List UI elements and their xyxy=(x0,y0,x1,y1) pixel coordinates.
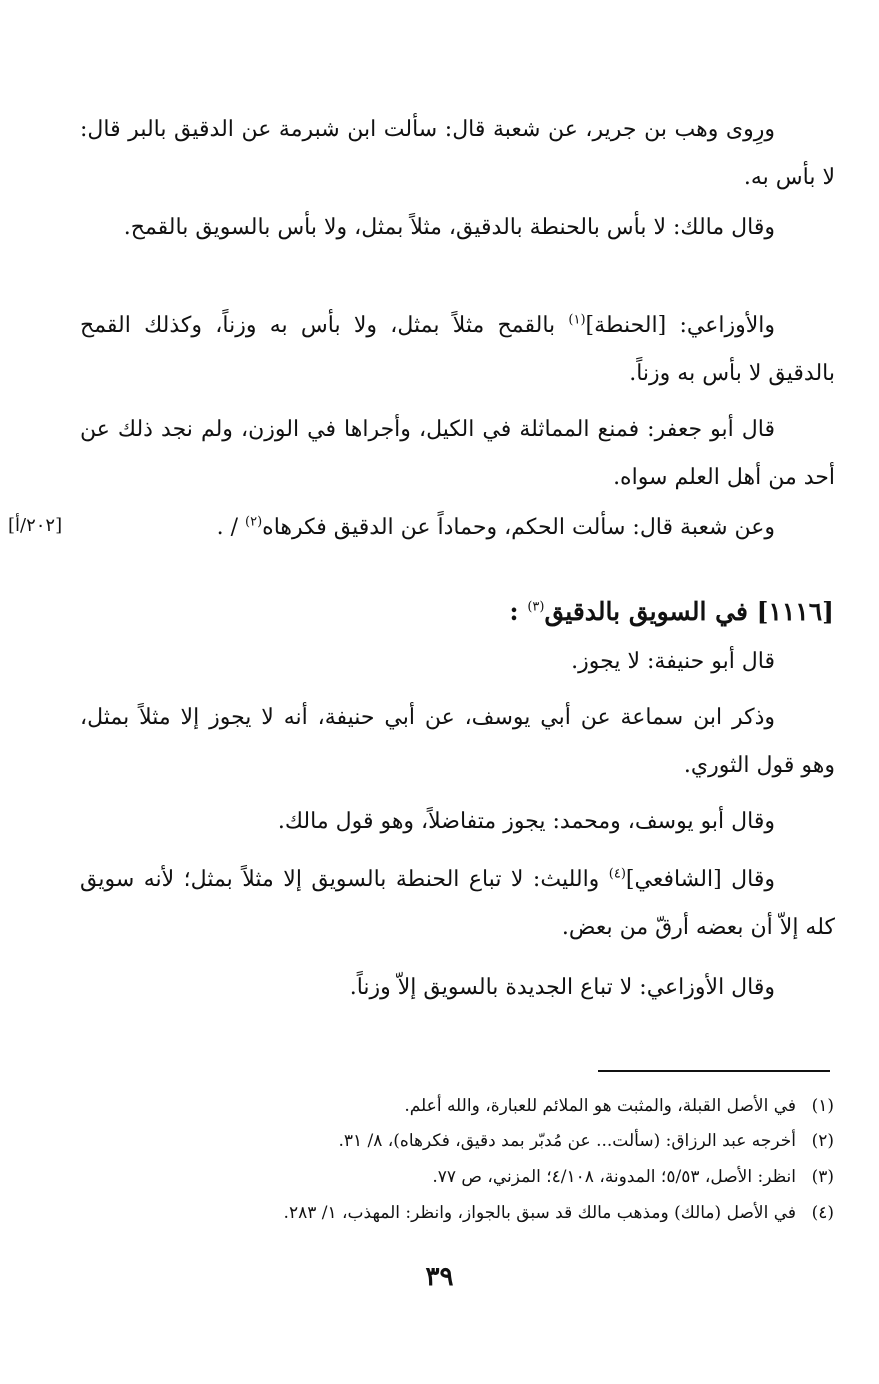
paragraph-5-text: وعن شعبة قال: سألت الحكم، وحماداً عن الدقيق فكرهاه xyxy=(262,515,775,540)
footnote-separator xyxy=(598,1070,830,1072)
paragraph-2: وقال مالك: لا بأس بالحنطة بالدقيق، مثلاً بمثل، ولا بأس بالسويق بالقمح. xyxy=(123,215,775,240)
footnote-number: (٤) xyxy=(811,1203,834,1223)
footnote-ref-1[interactable]: (١) xyxy=(568,312,586,328)
footnote-1 xyxy=(44,1093,834,1119)
paragraph-4: قال أبو جعفر: فمنع المماثلة في الكيل، وأجراها في الوزن، ولم نجد ذلك عن أحد من أهل العلم سواه. xyxy=(80,417,835,490)
paragraph-3-rest: بالقمح مثلاً بمثل، ولا بأس به وزناً، وكذلك القمح بالدقيق لا بأس به وزناً. xyxy=(80,313,835,386)
section-paragraph-2: وذكر ابن سماعة عن أبي يوسف، عن أبي حنيفة، أنه لا يجوز إلا مثلاً بمثل، وهو قول الثوري. xyxy=(80,705,835,778)
paragraph-5 xyxy=(80,504,835,552)
paragraph-3 xyxy=(80,302,835,398)
paragraph-5-tail: / . xyxy=(216,515,246,540)
footnote-4 xyxy=(44,1200,834,1226)
footnote-number: (٢) xyxy=(811,1131,834,1151)
section-paragraph-1: قال أبو حنيفة: لا يجوز. xyxy=(571,649,775,674)
footnote-2 xyxy=(44,1128,834,1154)
footnote-ref-2[interactable]: (٢) xyxy=(245,514,263,530)
footnote-ref-3[interactable]: (٣) xyxy=(527,599,545,615)
footnote-text: في الأصل (مالك) ومذهب مالك قد سبق بالجواز، وانظر: المهذب، ١/ ٢٨٣. xyxy=(283,1203,796,1223)
footnote-number: (٣) xyxy=(811,1167,834,1187)
footnote-text: أخرجه عبد الرزاق: (سألت... عن مُدبّر بمد دقيق، فكرهاه)، ٨/ ٣١. xyxy=(338,1131,796,1151)
page-number: ٣٩ xyxy=(425,1262,454,1292)
footnote-3 xyxy=(44,1164,834,1190)
manuscript-folio-marker: [٢٠٢/أ] xyxy=(8,515,63,536)
section-heading-tail: : xyxy=(509,597,528,626)
paragraph-1: ورِوى وهب بن جرير، عن شعبة قال: سألت ابن شبرمة عن الدقيق بالبر قال: لا بأس به. xyxy=(80,117,835,190)
section-paragraph-4 xyxy=(80,856,835,952)
footnote-ref-4[interactable]: (٤) xyxy=(608,866,626,882)
section-paragraph-3: وقال أبو يوسف، ومحمد: يجوز متفاضلاً، وهو قول مالك. xyxy=(277,809,775,834)
footnote-text: انظر: الأصل، ٥/٥٣؛ المدونة، ٤/١٠٨؛ المزني، ص ٧٧. xyxy=(432,1167,796,1187)
section-paragraph-5: وقال الأوزاعي: لا تباع الجديدة بالسويق إلاّ وزناً. xyxy=(349,975,775,1000)
footnote-number: (١) xyxy=(811,1096,834,1116)
section-heading xyxy=(54,588,834,636)
paragraph-3-start: والأوزاعي: [الحنطة] xyxy=(585,313,775,338)
section-paragraph-4-start: وقال [الشافعي] xyxy=(625,867,775,892)
section-paragraph-4-rest: والليث: لا تباع الحنطة بالسويق إلا مثلاً بمثل؛ لأنه سويق كله إلاّ أن بعضه أرقّ من بعض. xyxy=(80,867,835,940)
footnote-text: في الأصل القبلة، والمثبت هو الملائم للعبارة، والله أعلم. xyxy=(404,1096,796,1116)
section-heading-text: [١١١٦] في السويق بالدقيق xyxy=(544,597,834,626)
